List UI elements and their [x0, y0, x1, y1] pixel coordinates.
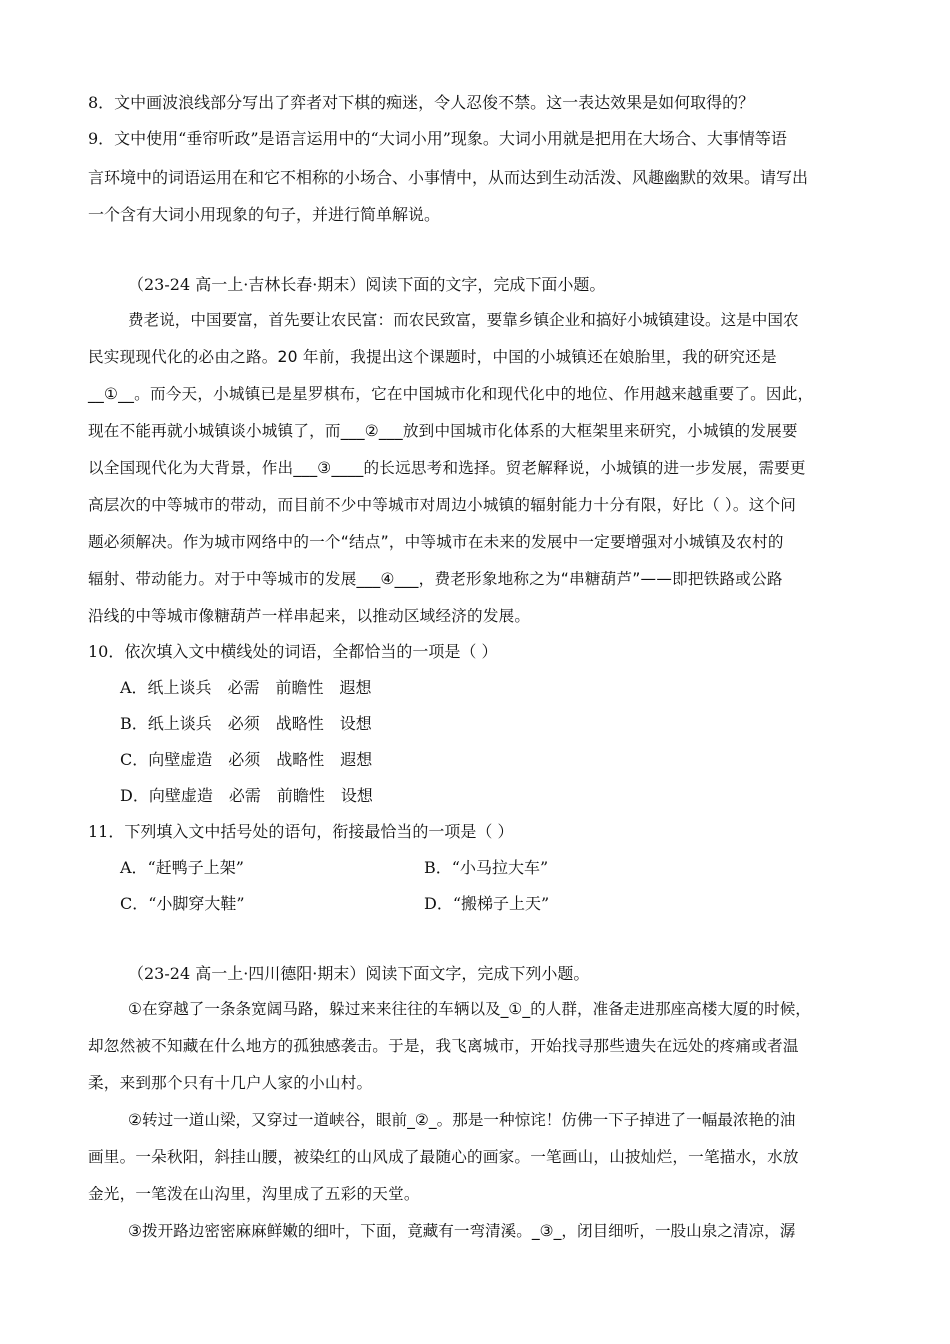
q10-option-a: A．纸上谈兵 必需 前瞻性 遐想 — [120, 678, 372, 697]
q11-option-d: D．“搬梯子上天” — [424, 894, 550, 913]
q11-option-b: B．“小马拉大车” — [424, 858, 549, 877]
passage-2-line: 却忽然被不知藏在什么地方的孤独感袭击。于是，我飞离城市，开始找寻那些遗失在远处的疼痛或者温 — [88, 1037, 799, 1055]
passage-2-line: ②转过一道山梁，又穿过一道峡谷，眼前_②_。那是一种惊诧！仿佛一下子掉进了一幅最浓艳的油 — [128, 1111, 796, 1129]
passage-2-line: 画里。一朵秋阳，斜挂山腰，被染红的山风成了最随心的画家。一笔画山，山披灿烂，一笔描水，水放 — [88, 1148, 799, 1166]
passage-1-line: 以全国现代化为大背景，作出___③____的长远思考和选择。贸老解释说，小城镇的进一步发展，需要更 — [88, 459, 806, 477]
passage-1-line: 沿线的中等城市像糖葫芦一样串起来，以推动区域经济的发展。 — [88, 607, 531, 625]
passage-2-line: 柔，来到那个只有十几户人家的小山村。 — [88, 1074, 373, 1092]
question-8: 8．文中画波浪线部分写出了弈者对下棋的痴迷，令人忍俊不禁。这一表达效果是如何取得的？ — [88, 93, 755, 112]
q10-option-d: D．向壁虚造 必需 前瞻性 设想 — [120, 786, 373, 805]
q10-option-c: C．向壁虚造 必须 战略性 遐想 — [120, 750, 373, 769]
question-11-stem: 11．下列填入文中括号处的语句，衔接最恰当的一项是（ ） — [88, 822, 514, 841]
passage-2-line: ③拨开路边密密麻麻鲜嫩的细叶，下面，竟藏有一弯清溪。_③_，闭目细听，一股山泉之清凉，潺 — [128, 1222, 796, 1240]
q10-option-b: B．纸上谈兵 必须 战略性 设想 — [120, 714, 372, 733]
question-10-stem: 10．依次填入文中横线处的词语，全都恰当的一项是（ ） — [88, 642, 498, 661]
passage-1-line: 高层次的中等城市的带动，而目前不少中等城市对周边小城镇的辐射能力十分有限，好比（ ）。这个问 — [88, 496, 797, 514]
question-9-line-3: 一个含有大词小用现象的句子，并进行简单解说。 — [88, 205, 441, 224]
q11-option-c: C．“小脚穿大鞋” — [120, 894, 245, 913]
passage-1-line: 民实现现代化的必由之路。20 年前，我提出这个课题时，中国的小城镇还在娘胎里，我的研究还是 — [88, 348, 777, 366]
passage-1-line: 费老说，中国要富，首先要让农民富：而农民致富，要靠乡镇企业和搞好小城镇建设。这是中国农 — [128, 311, 799, 329]
question-9-line-2: 言环境中的词语运用在和它不相称的小场合、小事情中，从而达到生动活泼、风趣幽默的效果。请写出 — [88, 168, 809, 187]
passage-1-line: __①__。而今天，小城镇已是星罗棋布，它在中国城市化和现代化中的地位、作用越来越重要了。因此， — [88, 385, 814, 403]
passage-1-line: 辐射、带动能力。对于中等城市的发展___④___，费老形象地称之为“串糖葫芦”——即把铁路或公路 — [88, 570, 783, 588]
question-9-line-1: 9．文中使用“垂帘听政”是语言运用中的“大词小用”现象。大词小用就是把用在大场合、大事情等语 — [88, 129, 787, 148]
section-1-source: （23-24 高一上·吉林长春·期末）阅读下面的文字，完成下面小题。 — [128, 275, 606, 294]
passage-1-line: 现在不能再就小城镇谈小城镇了，而___②___放到中国城市化体系的大框架里来研究，小城镇的发展要 — [88, 422, 798, 440]
passage-2-line: ①在穿越了一条条宽阔马路，躲过来来往往的车辆以及_①_的人群，准备走进那座高楼大厦的时候， — [128, 1000, 811, 1018]
section-2-source: （23-24 高一上·四川德阳·期末）阅读下面文字，完成下列小题。 — [128, 964, 590, 983]
q11-option-a: A．“赶鸭子上架” — [120, 858, 244, 877]
passage-1-line: 题必须解决。作为城市网络中的一个“结点”，中等城市在未来的发展中一定要增强对小城镇及农村的 — [88, 533, 784, 551]
passage-2-line: 金光，一笔泼在山沟里，沟里成了五彩的天堂。 — [88, 1185, 420, 1203]
